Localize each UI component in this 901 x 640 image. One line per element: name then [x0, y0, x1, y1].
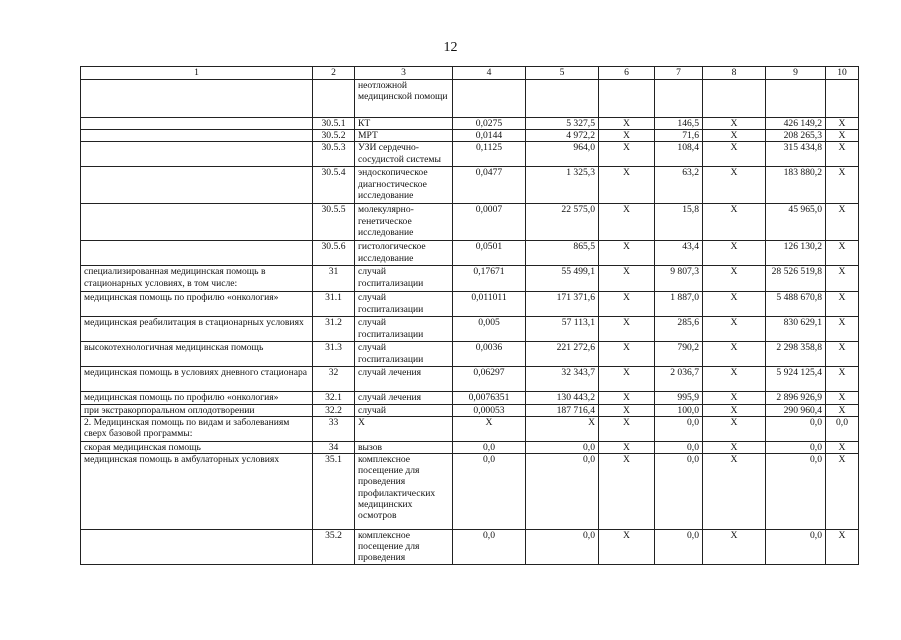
cell-per-capita-2: 15,8 — [655, 204, 703, 241]
cell-row-number: 31.1 — [313, 292, 355, 317]
cell-row-label: высокотехнологичная медицинская помощь — [81, 342, 313, 367]
cell-row-label: медицинская помощь в амбулаторных условиях — [81, 454, 313, 530]
cell-per-capita-1 — [599, 80, 655, 118]
cell-cost-3: X — [826, 404, 859, 416]
cell-norm-cost: 55 499,1 — [526, 266, 599, 292]
cell-unit: эндоскопическое диагностическое исследование — [355, 167, 453, 204]
column-header: 9 — [766, 67, 826, 80]
cell-cost-1: X — [703, 292, 766, 317]
cell-per-capita-2: 790,2 — [655, 342, 703, 367]
cell-norm-volume: 0,0007 — [453, 204, 526, 241]
cell-per-capita-1: X — [599, 367, 655, 392]
cell-row-number: 30.5.6 — [313, 241, 355, 266]
cell-cost-1: X — [703, 241, 766, 266]
cell-norm-cost: 4 972,2 — [526, 130, 599, 142]
cell-row-number: 32.2 — [313, 404, 355, 416]
cell-norm-cost: 0,0 — [526, 454, 599, 530]
cell-cost-3: X — [826, 530, 859, 565]
cell-cost-2: 208 265,3 — [766, 130, 826, 142]
cell-row-label: 2. Медицинская помощь по видам и заболеваниям сверх базовой программы: — [81, 416, 313, 441]
cell-unit: случай госпитализации — [355, 342, 453, 367]
cell-row-label — [81, 530, 313, 565]
cell-norm-cost — [526, 80, 599, 118]
cell-unit: комплексное посещение для проведения — [355, 530, 453, 565]
table-row — [81, 317, 859, 342]
cell-norm-cost: 865,5 — [526, 241, 599, 266]
cell-cost-2: 45 965,0 — [766, 204, 826, 241]
table-row — [81, 241, 859, 266]
cell-norm-cost: 1 325,3 — [526, 167, 599, 204]
cell-row-label — [81, 118, 313, 130]
cell-cost-3: X — [826, 118, 859, 130]
cell-cost-3: X — [826, 204, 859, 241]
cell-per-capita-1: X — [599, 142, 655, 167]
table-row — [81, 392, 859, 404]
cell-cost-1: X — [703, 130, 766, 142]
cell-row-number: 30.5.1 — [313, 118, 355, 130]
cell-unit: МРТ — [355, 130, 453, 142]
cell-row-number: 32 — [313, 367, 355, 392]
cell-cost-1: X — [703, 342, 766, 367]
cell-row-number: 35.1 — [313, 454, 355, 530]
cell-cost-2: 2 896 926,9 — [766, 392, 826, 404]
table-row — [81, 142, 859, 167]
table-row — [81, 530, 859, 565]
cell-norm-volume: 0,17671 — [453, 266, 526, 292]
cell-cost-1: X — [703, 204, 766, 241]
cell-row-number: 35.2 — [313, 530, 355, 565]
cell-cost-3: X — [826, 342, 859, 367]
cell-per-capita-1: X — [599, 241, 655, 266]
cell-cost-3: X — [826, 292, 859, 317]
cell-norm-volume: 0,0477 — [453, 167, 526, 204]
cell-unit: молекулярно-генетическое исследование — [355, 204, 453, 241]
cell-per-capita-1: X — [599, 317, 655, 342]
cell-per-capita-1: X — [599, 204, 655, 241]
cell-cost-2: 5 488 670,8 — [766, 292, 826, 317]
table-row — [81, 342, 859, 367]
cell-per-capita-2: 0,0 — [655, 530, 703, 565]
cell-per-capita-2: 43,4 — [655, 241, 703, 266]
cell-norm-volume: 0,0076351 — [453, 392, 526, 404]
table-row — [81, 416, 859, 441]
column-header: 7 — [655, 67, 703, 80]
cell-cost-2: 0,0 — [766, 416, 826, 441]
column-header: 2 — [313, 67, 355, 80]
cell-cost-3: X — [826, 367, 859, 392]
table-row — [81, 266, 859, 292]
cell-norm-volume — [453, 80, 526, 118]
cell-cost-2: 5 924 125,4 — [766, 367, 826, 392]
cell-row-label — [81, 142, 313, 167]
cell-norm-volume: 0,0036 — [453, 342, 526, 367]
cell-cost-3 — [826, 80, 859, 118]
page-number: 12 — [443, 40, 458, 55]
cell-row-label: медицинская помощь в условиях дневного стационара — [81, 367, 313, 392]
cell-cost-3: X — [826, 266, 859, 292]
cell-norm-cost: 57 113,1 — [526, 317, 599, 342]
cell-norm-volume: 0,011011 — [453, 292, 526, 317]
cell-row-number: 31.2 — [313, 317, 355, 342]
cell-cost-1 — [703, 80, 766, 118]
cell-per-capita-1: X — [599, 342, 655, 367]
cell-norm-cost: 0,0 — [526, 530, 599, 565]
cell-norm-cost: 171 371,6 — [526, 292, 599, 317]
cell-unit: гистологическое исследование — [355, 241, 453, 266]
cell-per-capita-2: 0,0 — [655, 416, 703, 441]
cell-per-capita-2: 995,9 — [655, 392, 703, 404]
cell-norm-volume: 0,06297 — [453, 367, 526, 392]
cell-row-label — [81, 80, 313, 118]
cell-norm-cost: 32 343,7 — [526, 367, 599, 392]
table-row — [81, 441, 859, 453]
cell-per-capita-1: X — [599, 454, 655, 530]
header-row — [81, 67, 859, 80]
table-row — [81, 404, 859, 416]
cell-norm-volume: 0,005 — [453, 317, 526, 342]
table-row — [81, 204, 859, 241]
cell-cost-1: X — [703, 367, 766, 392]
cell-row-number: 30.5.5 — [313, 204, 355, 241]
cell-row-number: 31.3 — [313, 342, 355, 367]
cell-unit: случай — [355, 404, 453, 416]
cell-cost-1: X — [703, 454, 766, 530]
column-header: 8 — [703, 67, 766, 80]
cell-cost-1: X — [703, 441, 766, 453]
cell-row-label — [81, 241, 313, 266]
cell-norm-cost: 5 327,5 — [526, 118, 599, 130]
cell-per-capita-2: 285,6 — [655, 317, 703, 342]
column-header: 10 — [826, 67, 859, 80]
cell-cost-1: X — [703, 416, 766, 441]
cell-norm-volume: 0,0 — [453, 441, 526, 453]
cell-cost-2: 0,0 — [766, 530, 826, 565]
table-row — [81, 130, 859, 142]
cell-norm-cost: 0,0 — [526, 441, 599, 453]
cell-cost-3: 0,0 — [826, 416, 859, 441]
cell-cost-1: X — [703, 118, 766, 130]
cell-per-capita-1: X — [599, 167, 655, 204]
cell-row-label — [81, 204, 313, 241]
cell-unit: случай госпитализации — [355, 266, 453, 292]
cell-per-capita-1: X — [599, 416, 655, 441]
cell-unit: случай лечения — [355, 367, 453, 392]
cell-row-label: при экстракорпоральном оплодотворении — [81, 404, 313, 416]
cell-cost-2: 126 130,2 — [766, 241, 826, 266]
table-row — [81, 454, 859, 530]
cell-row-label — [81, 130, 313, 142]
cell-unit: X — [355, 416, 453, 441]
cell-norm-cost: X — [526, 416, 599, 441]
cell-norm-volume: 0,0 — [453, 454, 526, 530]
cell-norm-volume: 0,0275 — [453, 118, 526, 130]
cell-row-number: 32.1 — [313, 392, 355, 404]
cell-unit: неотложной медицинской помощи — [355, 80, 453, 118]
cell-cost-2 — [766, 80, 826, 118]
cell-cost-1: X — [703, 142, 766, 167]
cell-row-label: специализированная медицинская помощь в стационарных условиях, в том числе: — [81, 266, 313, 292]
cell-cost-3: X — [826, 142, 859, 167]
cell-row-label: скорая медицинская помощь — [81, 441, 313, 453]
cell-per-capita-1: X — [599, 118, 655, 130]
cell-per-capita-2: 100,0 — [655, 404, 703, 416]
cell-cost-2: 28 526 519,8 — [766, 266, 826, 292]
cell-unit: случай госпитализации — [355, 317, 453, 342]
cell-cost-1: X — [703, 317, 766, 342]
column-header: 3 — [355, 67, 453, 80]
cell-row-number: 30.5.2 — [313, 130, 355, 142]
cell-per-capita-2: 0,0 — [655, 454, 703, 530]
cell-cost-3: X — [826, 317, 859, 342]
cell-row-label — [81, 167, 313, 204]
cell-unit: УЗИ сердечно-сосудистой системы — [355, 142, 453, 167]
cell-per-capita-1: X — [599, 530, 655, 565]
cell-cost-1: X — [703, 167, 766, 204]
cell-cost-2: 290 960,4 — [766, 404, 826, 416]
column-header: 1 — [81, 67, 313, 80]
cell-per-capita-2 — [655, 80, 703, 118]
cell-unit: вызов — [355, 441, 453, 453]
cell-norm-volume: X — [453, 416, 526, 441]
cell-row-number: 34 — [313, 441, 355, 453]
cell-norm-cost: 130 443,2 — [526, 392, 599, 404]
cell-per-capita-2: 1 887,0 — [655, 292, 703, 317]
cell-norm-volume: 0,0144 — [453, 130, 526, 142]
cell-per-capita-2: 0,0 — [655, 441, 703, 453]
cell-norm-cost: 964,0 — [526, 142, 599, 167]
cell-cost-1: X — [703, 530, 766, 565]
table-row — [81, 367, 859, 392]
cell-cost-1: X — [703, 392, 766, 404]
cell-cost-3: X — [826, 392, 859, 404]
cell-norm-cost: 221 272,6 — [526, 342, 599, 367]
cell-row-label: медицинская помощь по профилю «онкология» — [81, 292, 313, 317]
cell-cost-3: X — [826, 441, 859, 453]
cell-per-capita-1: X — [599, 266, 655, 292]
cell-cost-2: 2 298 358,8 — [766, 342, 826, 367]
cell-per-capita-2: 146,5 — [655, 118, 703, 130]
cell-unit: КТ — [355, 118, 453, 130]
cell-cost-1: X — [703, 266, 766, 292]
cell-unit: случай лечения — [355, 392, 453, 404]
cell-unit: комплексное посещение для проведения профилактических медицинских осмотров — [355, 454, 453, 530]
cell-row-label: медицинская помощь по профилю «онкология» — [81, 392, 313, 404]
data-table — [80, 66, 859, 565]
cell-cost-1: X — [703, 404, 766, 416]
cell-row-number: 30.5.4 — [313, 167, 355, 204]
cell-per-capita-1: X — [599, 130, 655, 142]
cell-cost-3: X — [826, 241, 859, 266]
cell-cost-2: 426 149,2 — [766, 118, 826, 130]
cell-row-number — [313, 80, 355, 118]
cell-cost-2: 315 434,8 — [766, 142, 826, 167]
cell-per-capita-1: X — [599, 441, 655, 453]
cell-row-number: 31 — [313, 266, 355, 292]
column-header: 4 — [453, 67, 526, 80]
column-header: 6 — [599, 67, 655, 80]
cell-per-capita-1: X — [599, 292, 655, 317]
cell-per-capita-2: 71,6 — [655, 130, 703, 142]
cell-per-capita-1: X — [599, 392, 655, 404]
cell-cost-2: 183 880,2 — [766, 167, 826, 204]
cell-cost-2: 0,0 — [766, 441, 826, 453]
cell-norm-volume: 0,00053 — [453, 404, 526, 416]
cell-per-capita-2: 2 036,7 — [655, 367, 703, 392]
cell-cost-3: X — [826, 130, 859, 142]
cell-cost-2: 0,0 — [766, 454, 826, 530]
table-row — [81, 167, 859, 204]
cell-norm-volume: 0,0501 — [453, 241, 526, 266]
cell-per-capita-1: X — [599, 404, 655, 416]
cell-cost-3: X — [826, 454, 859, 530]
cell-norm-volume: 0,1125 — [453, 142, 526, 167]
table-row — [81, 80, 859, 118]
table-row — [81, 118, 859, 130]
cell-cost-2: 830 629,1 — [766, 317, 826, 342]
column-header: 5 — [526, 67, 599, 80]
cell-row-label: медицинская реабилитация в стационарных условиях — [81, 317, 313, 342]
cell-cost-3: X — [826, 167, 859, 204]
cell-row-number: 33 — [313, 416, 355, 441]
cell-per-capita-2: 9 807,3 — [655, 266, 703, 292]
cell-per-capita-2: 63,2 — [655, 167, 703, 204]
cell-norm-cost: 187 716,4 — [526, 404, 599, 416]
cell-row-number: 30.5.3 — [313, 142, 355, 167]
cell-norm-cost: 22 575,0 — [526, 204, 599, 241]
table-row — [81, 292, 859, 317]
cell-per-capita-2: 108,4 — [655, 142, 703, 167]
cell-norm-volume: 0,0 — [453, 530, 526, 565]
cell-unit: случай госпитализации — [355, 292, 453, 317]
